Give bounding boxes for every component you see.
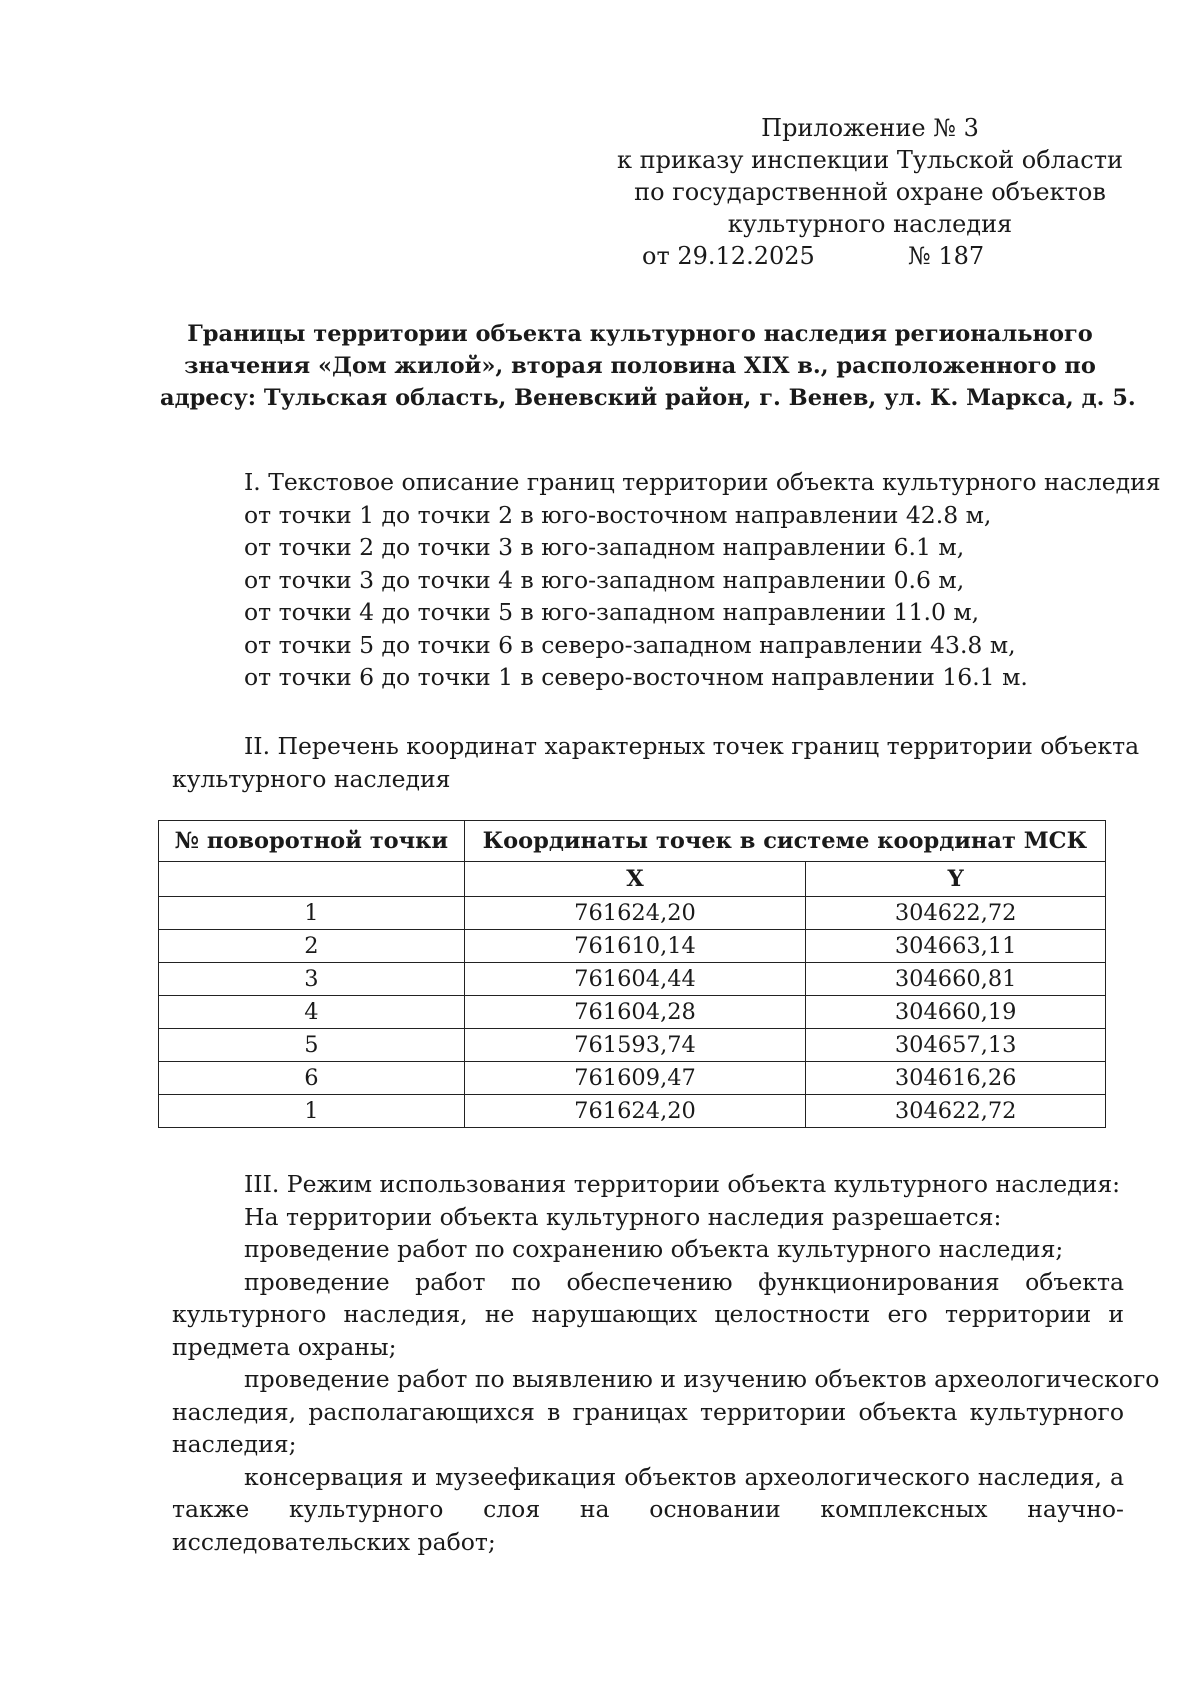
table-row	[159, 930, 1106, 963]
coordinates-table	[158, 820, 1106, 1128]
paragraph-line: предмета охраны;	[172, 1332, 397, 1361]
table-row	[159, 1095, 1106, 1128]
point-cell: 6	[159, 1062, 465, 1095]
appendix-line: по государственной охране объектов	[634, 178, 1106, 206]
table-row	[159, 1062, 1106, 1095]
y-cell: 304622,72	[806, 897, 1106, 930]
appendix-line: культурного наследия	[727, 210, 1013, 238]
x-cell: 761604,28	[464, 996, 806, 1029]
header-empty-cell	[159, 862, 465, 897]
x-cell: 761610,14	[464, 930, 806, 963]
paragraph-line: исследовательских работ;	[172, 1527, 496, 1556]
appendix-line: к приказу инспекции Тульской области	[617, 146, 1123, 174]
point-cell: 3	[159, 963, 465, 996]
point-cell: 1	[159, 1095, 465, 1128]
section2-heading-line: II. Перечень координат характерных точек границ территории объекта	[244, 732, 1140, 760]
paragraph-line: консервация и музеефикация объектов археологического наследия, а	[244, 1462, 1124, 1491]
x-cell: 761624,20	[464, 897, 806, 930]
y-cell: 304657,13	[806, 1029, 1106, 1062]
point-cell: 5	[159, 1029, 465, 1062]
title-line: значения «Дом жилой», вторая половина XIX в., расположенного по	[184, 353, 1096, 379]
order-date: от 29.12.2025	[642, 242, 815, 270]
allowed-item	[172, 1266, 1124, 1364]
boundary-segment: от точки 1 до точки 2 в юго-восточном направлении 42.8 м,	[244, 500, 992, 529]
title-line: Границы территории объекта культурного наследия регионального	[187, 321, 1093, 347]
section-coordinates-heading	[172, 730, 1140, 795]
appendix-date-row	[600, 240, 1140, 272]
appendix-header	[600, 112, 1140, 272]
header-point-number: № поворотной точки	[159, 821, 465, 862]
point-cell: 1	[159, 897, 465, 930]
boundary-segment: от точки 2 до точки 3 в юго-западном направлении 6.1 м,	[244, 533, 965, 561]
x-cell: 761624,20	[464, 1095, 806, 1128]
y-cell: 304660,81	[806, 963, 1106, 996]
boundary-segment: от точки 3 до точки 4 в юго-западном направлении 0.6 м,	[244, 565, 965, 594]
table-header-row	[159, 821, 1106, 862]
paragraph-line: проведение работ по обеспечению функционирования объекта	[244, 1267, 1124, 1296]
table-row	[159, 996, 1106, 1029]
header-x: X	[464, 862, 806, 897]
order-number: № 187	[908, 242, 985, 270]
document-title	[160, 318, 1136, 414]
y-cell: 304616,26	[806, 1062, 1106, 1095]
header-coordinates: Координаты точек в системе координат МСК	[464, 821, 1105, 862]
y-cell: 304660,19	[806, 996, 1106, 1029]
table-row	[159, 897, 1106, 930]
boundary-segment: от точки 6 до точки 1 в северо-восточном направлении 16.1 м.	[244, 663, 1028, 691]
x-cell: 761609,47	[464, 1062, 806, 1095]
paragraph-line: культурного наследия, не нарушающих целостности его территории и	[172, 1300, 1124, 1328]
allowed-intro: На территории объекта культурного наследия разрешается:	[244, 1202, 1002, 1231]
section-text-description	[172, 466, 1161, 694]
boundary-segment: от точки 4 до точки 5 в юго-западном направлении 11.0 м,	[244, 598, 980, 626]
header-y: Y	[806, 862, 1106, 897]
y-cell: 304663,11	[806, 930, 1106, 963]
section-usage-regime	[172, 1168, 1160, 1558]
x-cell: 761604,44	[464, 963, 806, 996]
boundary-segment: от точки 5 до точки 6 в северо-западном направлении 43.8 м,	[244, 630, 1016, 659]
y-cell: 304622,72	[806, 1095, 1106, 1128]
section2-heading-line: культурного наследия	[172, 764, 451, 793]
x-cell: 761593,74	[464, 1029, 806, 1062]
paragraph-line: наследия;	[172, 1430, 297, 1458]
paragraph-line: наследия, располагающихся в границах территории объекта культурного	[172, 1397, 1124, 1426]
point-cell: 4	[159, 996, 465, 1029]
paragraph-line: проведение работ по выявлению и изучению объектов археологического	[244, 1365, 1160, 1393]
title-line: адресу: Тульская область, Веневский район, г. Венев, ул. К. Маркса, д. 5.	[160, 385, 1136, 411]
table-row	[159, 1029, 1106, 1062]
table-row	[159, 963, 1106, 996]
allowed-item	[172, 1363, 1160, 1461]
section1-heading: I. Текстовое описание границ территории объекта культурного наследия	[244, 468, 1161, 496]
paragraph-line: также культурного слоя на основании комплексных научно-	[172, 1495, 1124, 1523]
allowed-item	[172, 1461, 1124, 1559]
section3-heading: III. Режим использования территории объекта культурного наследия:	[244, 1170, 1121, 1198]
appendix-line: Приложение № 3	[761, 114, 979, 142]
allowed-item: проведение работ по сохранению объекта культурного наследия;	[244, 1235, 1064, 1263]
table-subheader-row	[159, 862, 1106, 897]
point-cell: 2	[159, 930, 465, 963]
